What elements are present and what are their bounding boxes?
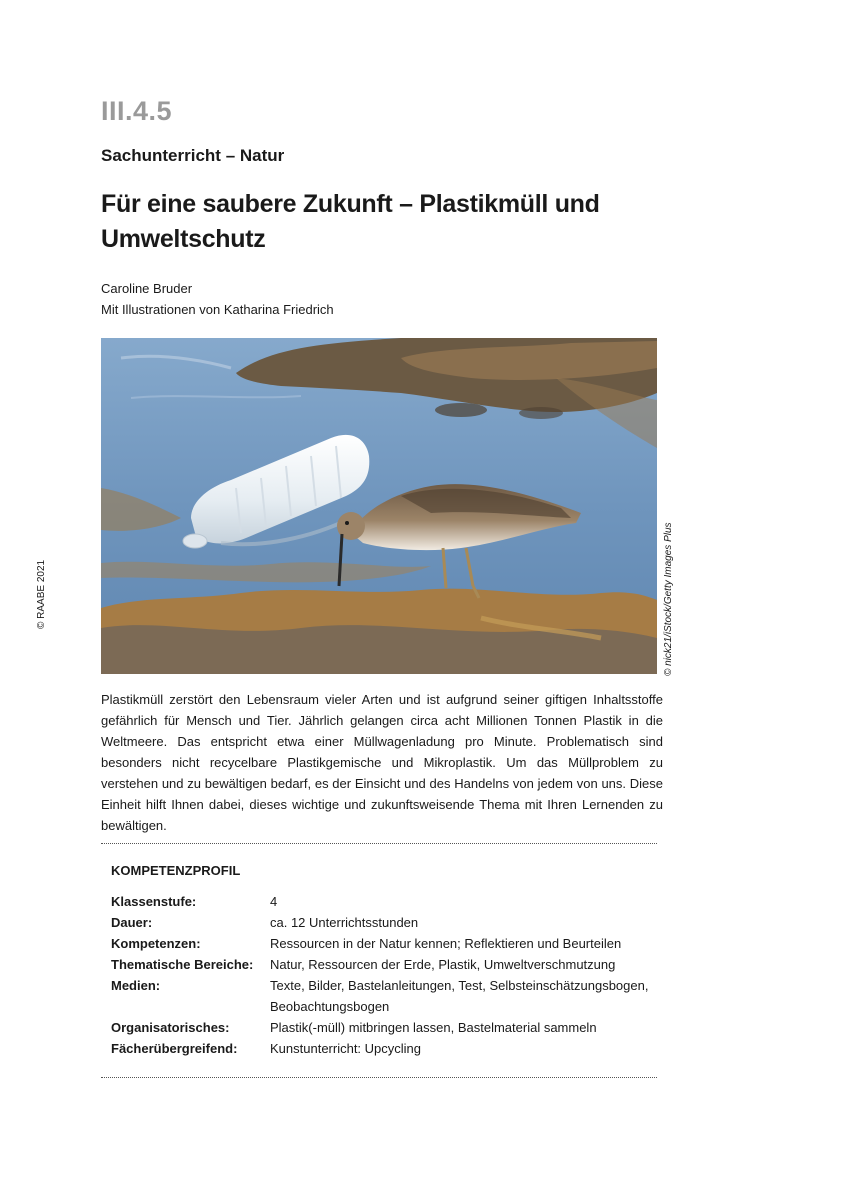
row-value: Kunstunterricht: Upcycling bbox=[270, 1041, 422, 1056]
row-key: Klassenstufe: bbox=[111, 894, 197, 909]
table-row bbox=[111, 1017, 661, 1038]
table-row bbox=[111, 891, 661, 912]
section-code: III.4.5 bbox=[101, 96, 173, 126]
table-row bbox=[111, 912, 661, 933]
row-value: Plastik(-müll) mitbringen lassen, Bastelmaterial sammeln bbox=[270, 1020, 597, 1035]
row-value: 4 bbox=[270, 894, 278, 909]
row-key: Organisatorisches: bbox=[111, 1020, 230, 1035]
row-value: ca. 12 Unterrichtsstunden bbox=[270, 915, 419, 930]
illustrator-credit: Mit Illustrationen von Katharina Friedrich bbox=[101, 302, 334, 317]
copyright-note: © RAABE 2021 bbox=[36, 559, 47, 629]
row-value: Texte, Bilder, Bastelanleitungen, Test, Selbsteinschätzungsbogen, Beobachtungsbogen bbox=[270, 978, 649, 1014]
row-key: Dauer: bbox=[111, 915, 153, 930]
dotted-divider-top bbox=[101, 843, 657, 844]
subject-heading: Sachunterricht – Natur bbox=[101, 146, 285, 165]
dotted-divider-bottom bbox=[101, 1077, 657, 1078]
table-row bbox=[111, 975, 661, 1017]
table-row bbox=[111, 954, 661, 975]
document-title: Für eine saubere Zukunft – Plastikmüll und Umweltschutz bbox=[101, 190, 600, 253]
row-key: Medien: bbox=[111, 978, 161, 993]
table-row bbox=[111, 1038, 661, 1059]
competence-profile-table bbox=[111, 891, 661, 1059]
row-value: Ressourcen in der Natur kennen; Reflektieren und Beurteilen bbox=[270, 936, 622, 951]
photo-credit: © nick21/iStock/Getty Images Plus bbox=[663, 522, 674, 676]
competence-profile-heading: KOMPETENZPROFIL bbox=[111, 863, 241, 878]
row-key: Fächerübergreifend: bbox=[111, 1041, 238, 1056]
row-value: Natur, Ressourcen der Erde, Plastik, Umweltverschmutzung bbox=[270, 957, 616, 972]
table-row bbox=[111, 933, 661, 954]
intro-paragraph: Plastikmüll zerstört den Lebensraum vieler Arten und ist aufgrund seiner giftigen Inhaltsstoffe gefährlich für Mensch und Tier. Jährlich gelangen circa acht Millionen Tonnen Plastik in die Weltmeere. Das entspricht etwa einer Müllwagenladung pro Minute. Problematisch sind besonders nicht recycelbare Plastikgemische und Mikroplastik. Um das Müllproblem zu verstehen und zu bewältigen bedarf, es der Einsicht und des Handelns von jedem von uns. Diese Einheit hilft Ihnen dabei, dieses wichtige und zukunftsweisende Thema mit Ihren Lernenden zu bewältigen. bbox=[101, 692, 663, 833]
row-key: Thematische Bereiche: bbox=[111, 957, 254, 972]
author-name: Caroline Bruder bbox=[101, 281, 193, 296]
row-key: Kompetenzen: bbox=[111, 936, 201, 951]
cover-photo bbox=[101, 338, 657, 674]
bird-and-bottle-illustration bbox=[101, 338, 657, 674]
